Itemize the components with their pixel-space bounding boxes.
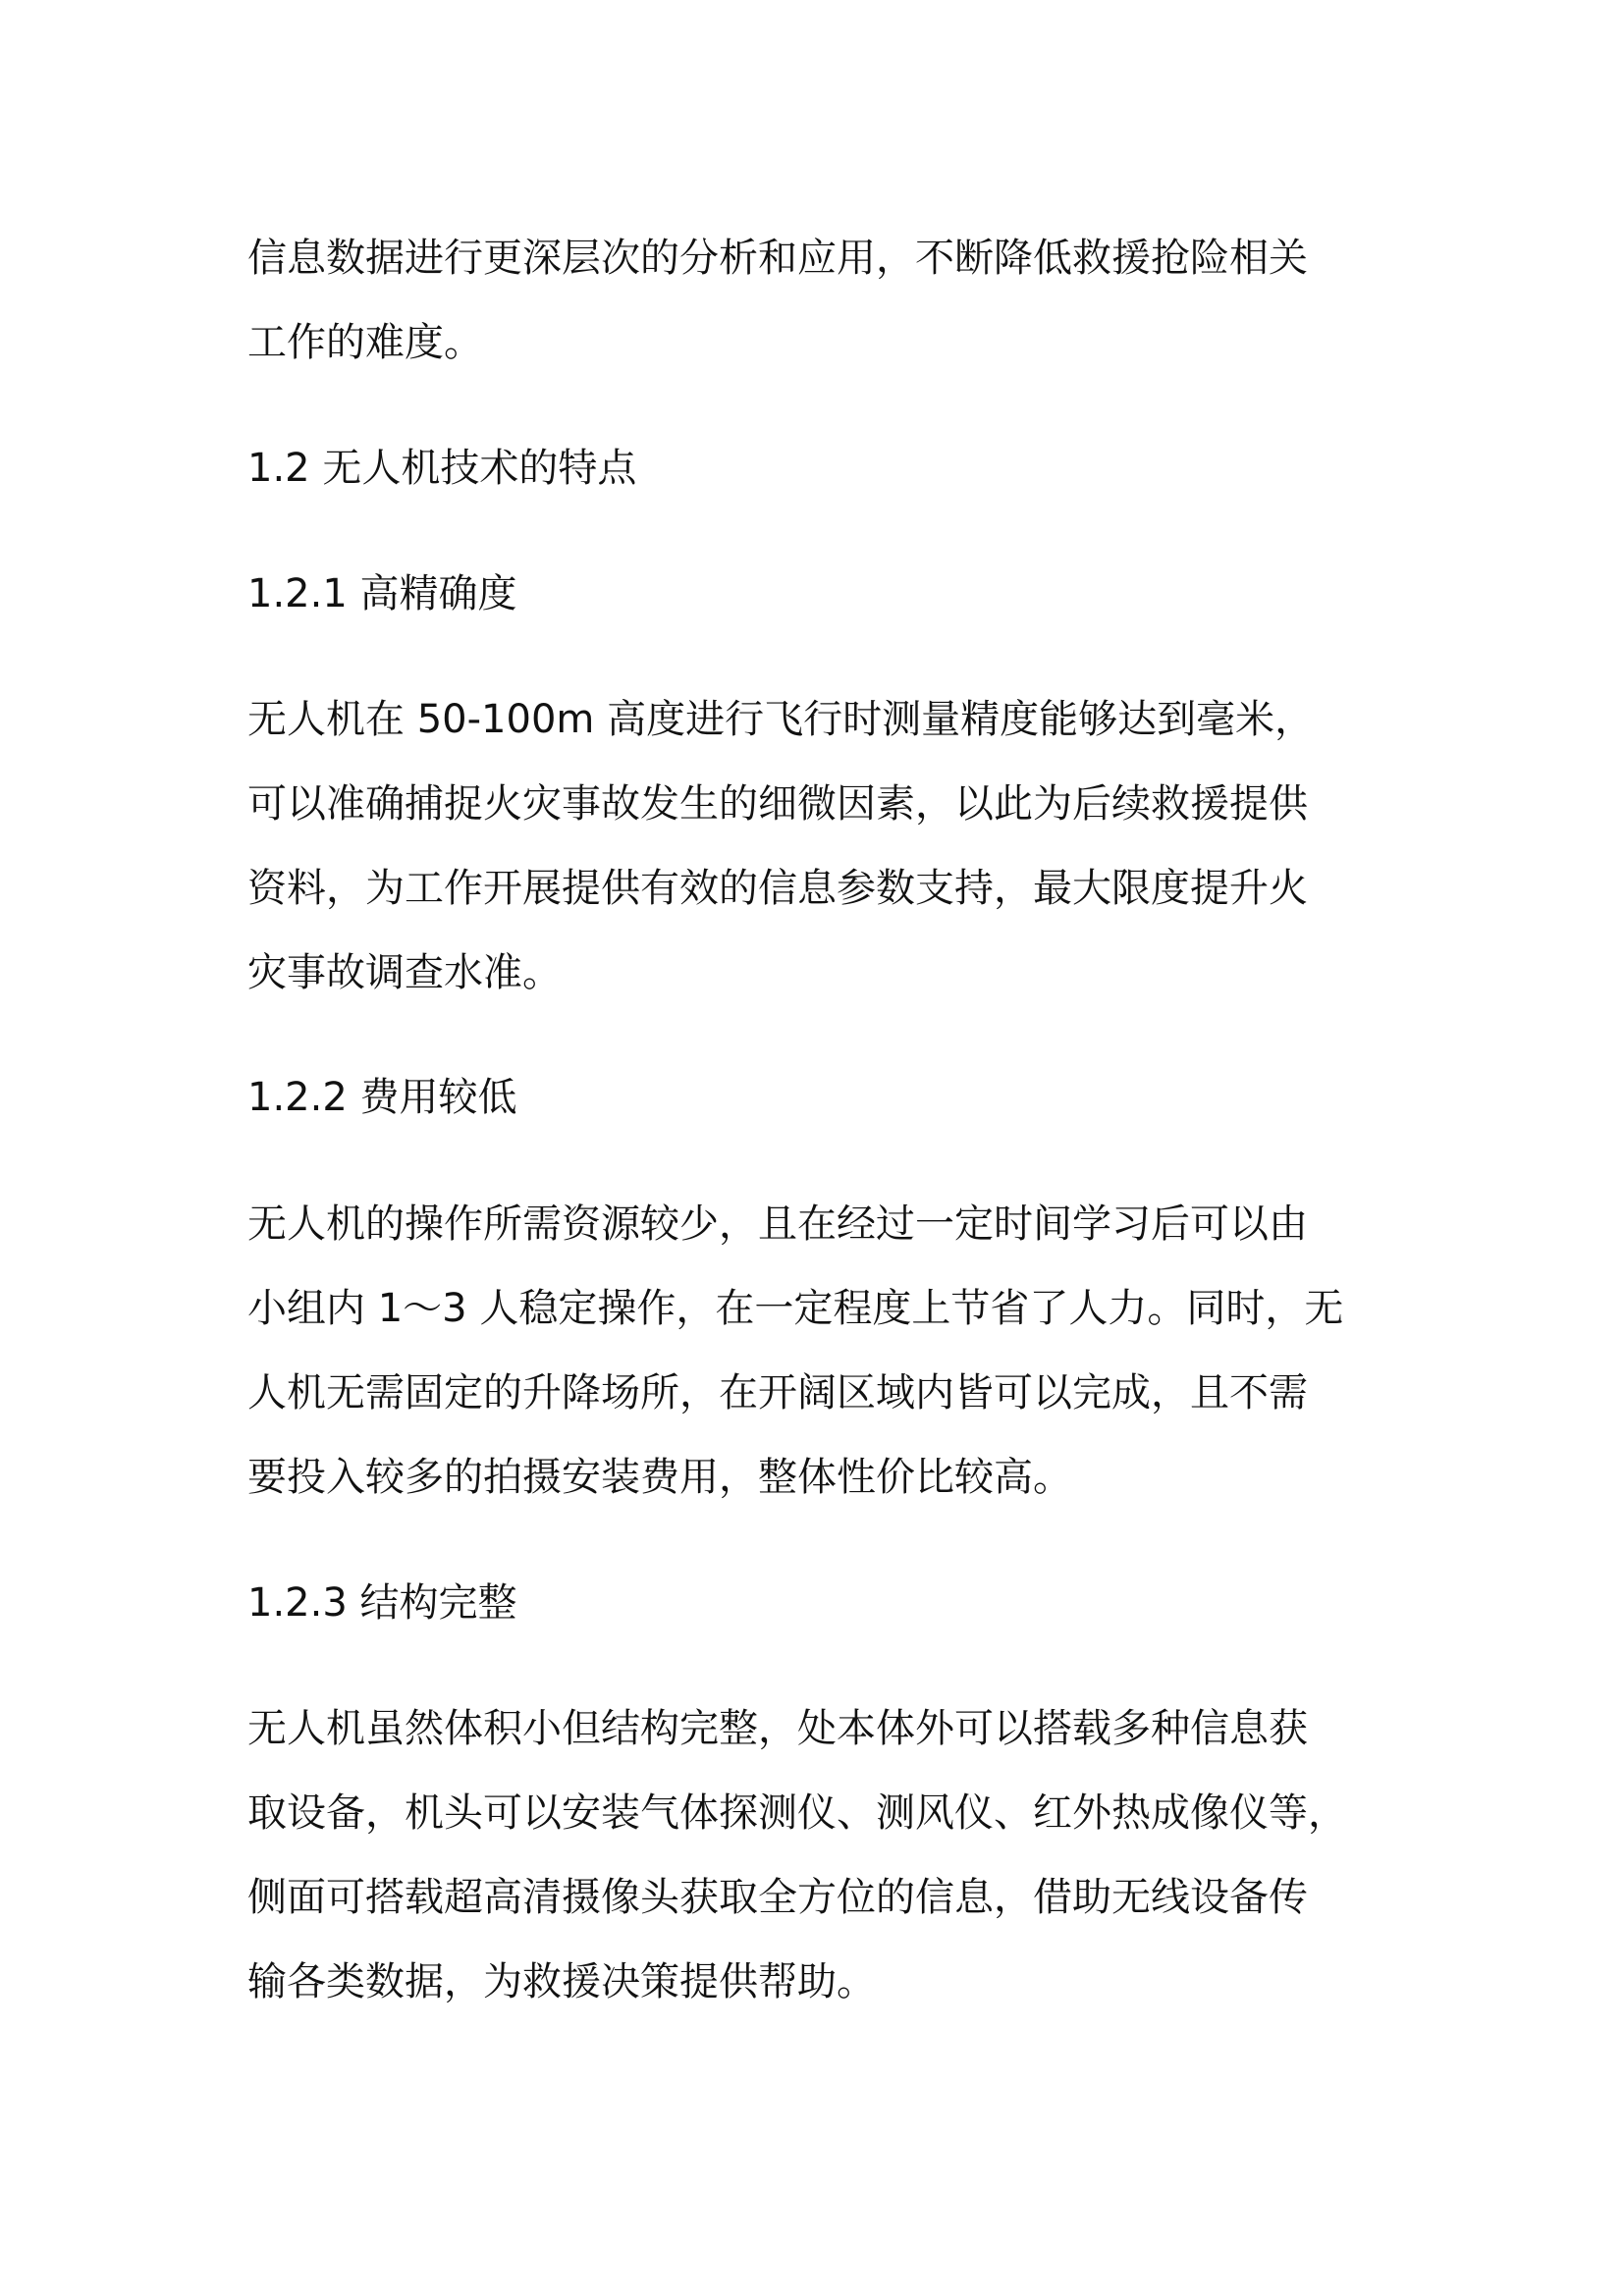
paragraph-cost [247, 1182, 1396, 1520]
paragraph-precision [247, 677, 1396, 1015]
paragraph-line: 无人机在 50-100m 高度进行飞行时测量精度能够达到毫米， [247, 697, 1315, 742]
subsection-heading-cost: 1.2.2 费用较低 [247, 1075, 517, 1120]
paragraph-line: 可以准确捕捉火灾事故发生的细微因素，以此为后续救援提供 [247, 781, 1308, 827]
paragraph-line: 工作的难度。 [247, 320, 483, 365]
paragraph-structure [247, 1686, 1396, 2024]
paragraph-line: 侧面可搭载超高清摄像头获取全方位的信息，借助无线设备传 [247, 1875, 1308, 1920]
paragraph-line: 人机无需固定的升降场所，在开阔区域内皆可以完成，且不需 [247, 1370, 1308, 1415]
paragraph-line: 要投入较多的拍摄安装费用，整体性价比较高。 [247, 1455, 1072, 1500]
section-heading: 1.2 无人机技术的特点 [247, 446, 637, 491]
paragraph-line: 无人机的操作所需资源较少，且在经过一定时间学习后可以由 [247, 1201, 1308, 1247]
paragraph-line: 无人机虽然体积小但结构完整，处本体外可以搭载多种信息获 [247, 1706, 1308, 1751]
continued-paragraph [247, 216, 1396, 385]
subsection-heading-structure: 1.2.3 结构完整 [247, 1580, 517, 1626]
paragraph-line: 信息数据进行更深层次的分析和应用，不断降低救援抢险相关 [247, 236, 1308, 281]
paragraph-line: 资料，为工作开展提供有效的信息参数支持，最大限度提升火 [247, 866, 1308, 911]
paragraph-line: 取设备，机头可以安装气体探测仪、测风仪、红外热成像仪等， [247, 1790, 1347, 1836]
paragraph-line: 输各类数据，为救援决策提供帮助。 [247, 1959, 876, 2004]
subsection-heading-precision: 1.2.1 高精确度 [247, 571, 517, 616]
paragraph-line: 灾事故调查水准。 [247, 950, 562, 995]
paragraph-line: 小组内 1～3 人稳定操作，在一定程度上节省了人力。同时，无 [247, 1286, 1344, 1331]
